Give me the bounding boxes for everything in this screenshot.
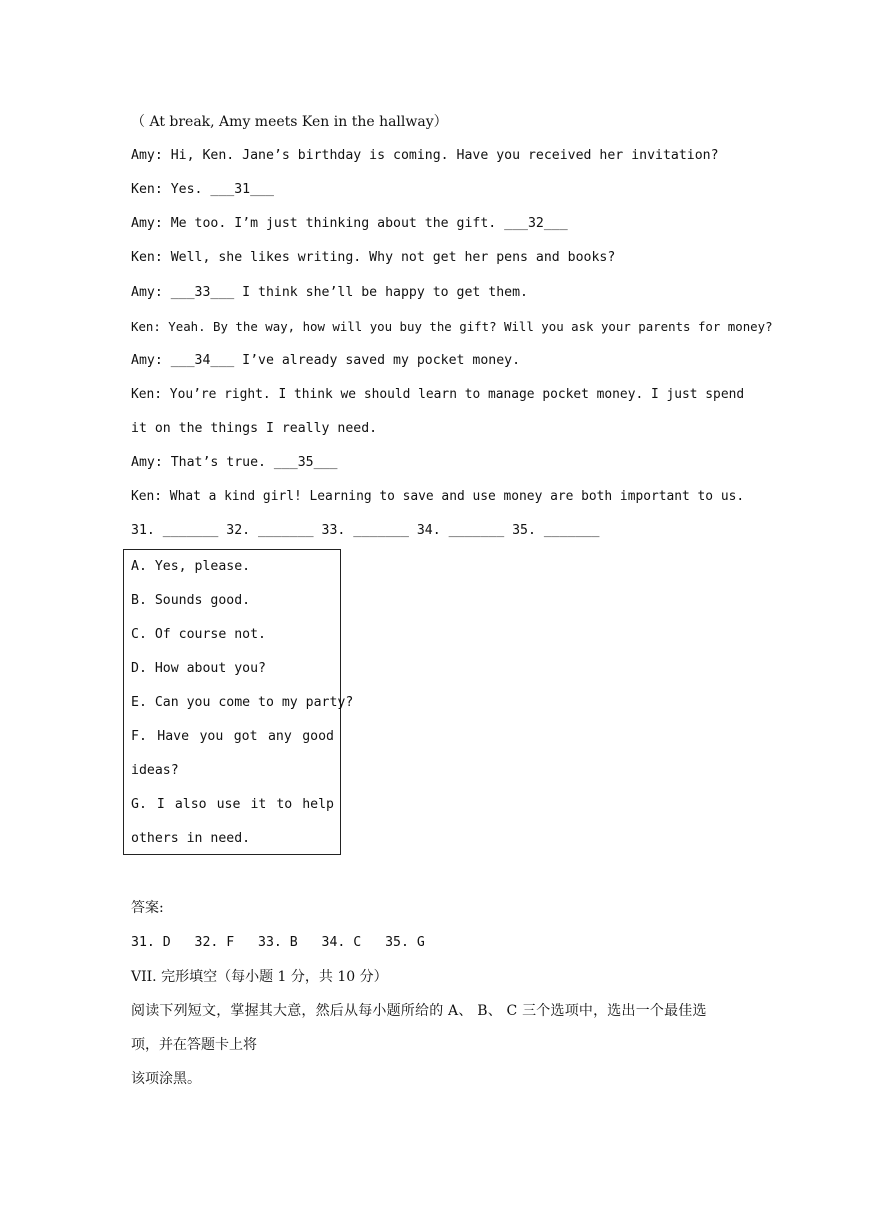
option-g-line2: others in need. (131, 831, 251, 846)
scene-description: （ At break, Amy meets Ken in the hallway） (131, 114, 448, 130)
dialogue-line: Ken: Yeah. By the way, how will you buy the gift? Will you ask your parents for money? (131, 319, 773, 334)
answer-blanks-row: 31. _______ 32. _______ 33. _______ 34. _______ 35. _______ (131, 523, 600, 538)
option-f-line1: F. Have you got any good (131, 729, 334, 744)
dialogue-line: Ken: What a kind girl! Learning to save and use money are both important to us. (131, 489, 745, 504)
option-c: C. Of course not. (131, 627, 266, 642)
dialogue-line: Ken: Well, she likes writing. Why not get her pens and books? (131, 250, 616, 265)
option-d: D. How about you? (131, 661, 266, 676)
option-f-line2: ideas? (131, 763, 179, 778)
dialogue-line: Amy: That’s true. ___35___ (131, 455, 338, 470)
answer-heading: 答案: (131, 900, 164, 916)
dialogue-line: Ken: Yes. ___31___ (131, 182, 274, 197)
answer-values: 31. D 32. F 33. B 34. C 35. G (131, 935, 425, 950)
section-instruction: 项，并在答题卡上将 (131, 1037, 257, 1053)
dialogue-line: Amy: ___34___ I’ve already saved my pocket money. (131, 353, 521, 368)
dialogue-line: Amy: ___33___ I think she’ll be happy to get them. (131, 285, 528, 300)
option-g-line1: G. I also use it to help (131, 797, 334, 812)
section-instruction: 阅读下列短文，掌握其大意，然后从每小题所给的 A、 B、 C 三个选项中，选出一个最佳选 (131, 1003, 707, 1019)
option-b: B. Sounds good. (131, 593, 251, 608)
options-box (123, 549, 354, 855)
option-e: E. Can you come to my party? (131, 695, 354, 710)
dialogue-line: Amy: Me too. I’m just thinking about the gift. ___32___ (131, 216, 568, 231)
section-instruction: 该项涂黑。 (131, 1071, 201, 1087)
dialogue-line: Amy: Hi, Ken. Jane’s birthday is coming. Have you received her invitation? (131, 148, 719, 163)
option-a: A. Yes, please. (131, 559, 251, 574)
dialogue-line: it on the things I really need. (131, 421, 378, 436)
dialogue-line: Ken: You’re right. I think we should learn to manage pocket money. I just spend (131, 387, 745, 402)
section-title: VII. 完形填空（每小题 1 分，共 10 分） (131, 969, 388, 985)
